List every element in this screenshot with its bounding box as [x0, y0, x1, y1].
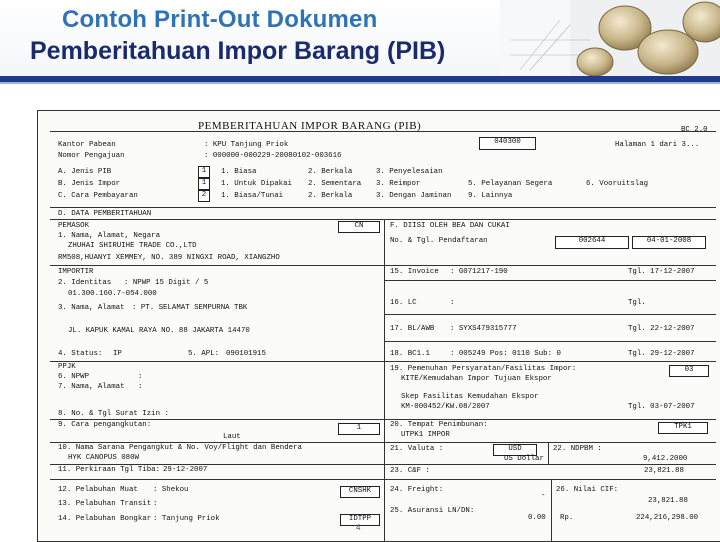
npwp6-label: 6. NPWP — [58, 373, 90, 381]
fasilitas-label: 19. Pemenuhan Persyaratan/Fasilitas Impor: — [390, 365, 577, 373]
divider — [50, 131, 716, 132]
bc11-date: Tgl. 29-12-2007 — [628, 350, 695, 358]
nama7-value: : — [138, 383, 143, 391]
divider — [50, 442, 716, 443]
tempat-timbun-code-box: TPK1 — [658, 422, 708, 434]
nilai-cif-label: 26. Nilai CIF: — [556, 486, 619, 494]
cara-bayar-label: C. Cara Pembayaran — [58, 192, 138, 200]
tempat-timbun-label: 20. Tempat Penimbunan: — [390, 421, 488, 429]
pemasok-label: PEMASOK — [58, 222, 90, 230]
ndpbm-label: 22. NDPBM : — [553, 445, 602, 453]
divider — [50, 207, 716, 208]
status-label: 4. Status: — [58, 350, 103, 358]
nama7-label: 7. Nama, Alamat — [58, 383, 125, 391]
section-f: F. DIISI OLEH BEA DAN CUKAI — [390, 222, 510, 230]
divider — [50, 419, 716, 420]
nama-alamat3-label: 3. Nama, Alamat — [58, 304, 125, 312]
slide-header — [0, 0, 720, 82]
bl-date: Tgl. 22-12-2007 — [628, 325, 695, 333]
slide-number: 4 — [356, 523, 361, 532]
bl-value: : SYXS479315777 — [450, 325, 517, 333]
pemasok-name: ZHUHAI SHIRUIHE TRADE CO.,LTD — [68, 242, 197, 250]
divider — [50, 361, 716, 362]
invoice-label: 15. Invoice — [390, 268, 439, 276]
valuta-name: US Dollar — [504, 455, 544, 463]
bc11-value: : 005249 Pos: 0110 Sub: 0 — [450, 350, 561, 358]
tempat-timbun-value: UTPK1 IMPOR — [401, 431, 450, 439]
fasilitas-date: Tgl. 03-07-2007 — [628, 403, 695, 411]
ppjk-label: PPJK — [58, 363, 76, 371]
pib-document — [37, 110, 720, 542]
izin-label: 8. No. & Tgl Surat Izin : — [58, 410, 169, 418]
perkiraan-value: 29-12-2007 — [163, 466, 208, 474]
jenis-pib-opt: 1. Biasa — [221, 168, 257, 176]
divider — [50, 479, 716, 480]
invoice-date: Tgl. 17-12-2007 — [628, 268, 695, 276]
no-daftar-box: 002644 — [555, 236, 629, 249]
api-value: 090101915 — [226, 350, 266, 358]
sarana-label: 10. Nama Sarana Pengangkut & No. Voy/Flight dan Bendera — [58, 444, 302, 452]
muat-label: 12. Pelabuhan Muat — [58, 486, 138, 494]
nomor-label: Nomor Pengajuan — [58, 152, 125, 160]
transit-value: : — [153, 500, 158, 508]
cf-value: 23,821.88 — [644, 467, 684, 475]
jenis-impor-opt: 5. Pelayanan Segera — [468, 180, 553, 188]
nilai-cif-value: 23,821.88 — [648, 497, 688, 505]
cara-bayar-opt: 1. Biasa/Tunai — [221, 192, 284, 200]
pemasok-country-box: CN — [338, 221, 380, 233]
npwp-value: 01.300.160.7-054.000 — [68, 290, 157, 298]
slide-title-line2: Pemberitahuan Impor Barang (PIB) — [30, 37, 446, 65]
status-value: IP — [113, 350, 122, 358]
cell-divider — [551, 479, 552, 541]
jenis-impor-label: B. Jenis Impor — [58, 180, 121, 188]
lc-date: Tgl. — [628, 299, 646, 307]
cf-label: 23. C&F : — [390, 467, 430, 475]
nama-alamat-label: 1. Nama, Alamat, Negara — [58, 232, 161, 240]
divider — [50, 219, 716, 220]
muat-value: : Shekou — [153, 486, 189, 494]
fasilitas-line1: KITE/Kemudahan Impor Tujuan Ekspor — [401, 375, 552, 383]
header-bar-light — [0, 82, 720, 84]
pemasok-address: RM508,HUANYI XEMMEY, NO. 389 NINGXI ROAD, XIANGZHO — [58, 254, 280, 262]
freight-label: 24. Freight: — [390, 486, 444, 494]
bongkar-code-box: IDTPP — [340, 514, 380, 526]
freight-value: - — [541, 492, 546, 500]
sarana-value: HYK CANOPUS 080W — [68, 454, 139, 462]
divider — [384, 341, 716, 342]
fasilitas-line3: KM-000452/KW.08/2007 — [401, 403, 490, 411]
fasilitas-code-box: 03 — [669, 365, 709, 377]
cell-divider — [548, 442, 549, 464]
importir-address: JL. KAPUK KAMAL RAYA NO. 88 JAKARTA 14470 — [68, 327, 250, 335]
identitas-label: 2. Identitas — [58, 279, 112, 287]
api-label: 5. APL: — [188, 350, 220, 358]
jenis-impor-box: 1 — [198, 178, 210, 190]
jenis-impor-opt: 3. Reimpor — [376, 180, 421, 188]
jenis-impor-opt: 1. Untuk Dipakai — [221, 180, 292, 188]
doc-title: PEMBERITAHUAN IMPOR BARANG (PIB) — [198, 120, 422, 132]
jenis-pib-opt: 3. Penyelesaian — [376, 168, 443, 176]
jenis-pib-label: A. Jenis PIB — [58, 168, 112, 176]
kantor-label: Kantor Pabean — [58, 141, 116, 149]
divider — [50, 464, 716, 465]
jenis-impor-opt: 6. Vooruitslag — [586, 180, 649, 188]
kantor-code-box: 040300 — [479, 137, 536, 150]
tgl-daftar-box: 04-01-2008 — [632, 236, 706, 249]
rp-label: Rp. — [560, 514, 574, 522]
cara-angkut-box: 1 — [338, 423, 380, 435]
ndpbm-value: 9,412.2000 — [643, 455, 688, 463]
muat-code-box: CNSHK — [340, 486, 380, 498]
divider — [384, 314, 716, 315]
cara-bayar-box: 2 — [198, 190, 210, 202]
invoice-value: : G071217-190 — [450, 268, 508, 276]
valuta-label: 21. Valuta : — [390, 445, 444, 453]
transit-label: 13. Pelabuhan Transit — [58, 500, 152, 508]
jenis-impor-opt: 2. Sementara — [308, 180, 362, 188]
bongkar-value: : Tanjung Priok — [153, 515, 220, 523]
cara-angkut-value: Laut — [223, 433, 241, 441]
fasilitas-line2: Skep Fasilitas Kemudahan Ekspor — [401, 393, 539, 401]
cara-bayar-opt: 2. Berkala — [308, 192, 353, 200]
cara-bayar-opt: 9. Lainnya — [468, 192, 513, 200]
identitas-value: : NPWP 15 Digit / 5 — [124, 279, 209, 287]
npwp6-value: : — [138, 373, 143, 381]
coins-decoration-image — [500, 0, 720, 82]
nomor-value: : 000000-000229-20080102-003616 — [204, 152, 342, 160]
divider — [50, 265, 716, 266]
divider — [384, 280, 716, 281]
rp-value: 224,216,298.00 — [636, 514, 699, 522]
section-d: D. DATA PEMBERITAHUAN — [58, 210, 152, 218]
cara-angkut-label: 9. Cara pengangkutan: — [58, 421, 152, 429]
page-number: Halaman 1 dari 3... — [615, 141, 700, 149]
form-code: BC 2.0 — [681, 126, 708, 134]
importir-label: IMPORTIR — [58, 268, 94, 276]
bl-label: 17. BL/AWB — [390, 325, 435, 333]
asuransi-value: 0.00 — [528, 514, 546, 522]
column-divider — [384, 219, 385, 541]
kantor-value: : KPU Tanjung Priok — [204, 141, 289, 149]
lc-value: : — [450, 299, 455, 307]
slide-title-line1: Contoh Print-Out Dokumen — [62, 6, 378, 33]
perkiraan-label: 11. Perkiraan Tgl Tiba: — [58, 466, 161, 474]
bongkar-label: 14. Pelabuhan Bongkar — [58, 515, 152, 523]
bc11-label: 18. BC1.1 — [390, 350, 430, 358]
no-tgl-daftar-label: No. & Tgl. Pendaftaran — [390, 237, 488, 245]
jenis-pib-box: 1 — [198, 166, 210, 178]
asuransi-label: 25. Asuransi LN/DN: — [390, 507, 475, 515]
jenis-pib-opt: 2. Berkala — [308, 168, 353, 176]
valuta-code-box: USD — [493, 444, 537, 456]
lc-label: 16. LC — [390, 299, 417, 307]
cara-bayar-opt: 3. Dengan Jaminan — [376, 192, 452, 200]
importir-name: : PT. SELAMAT SEMPURNA TBK — [132, 304, 248, 312]
